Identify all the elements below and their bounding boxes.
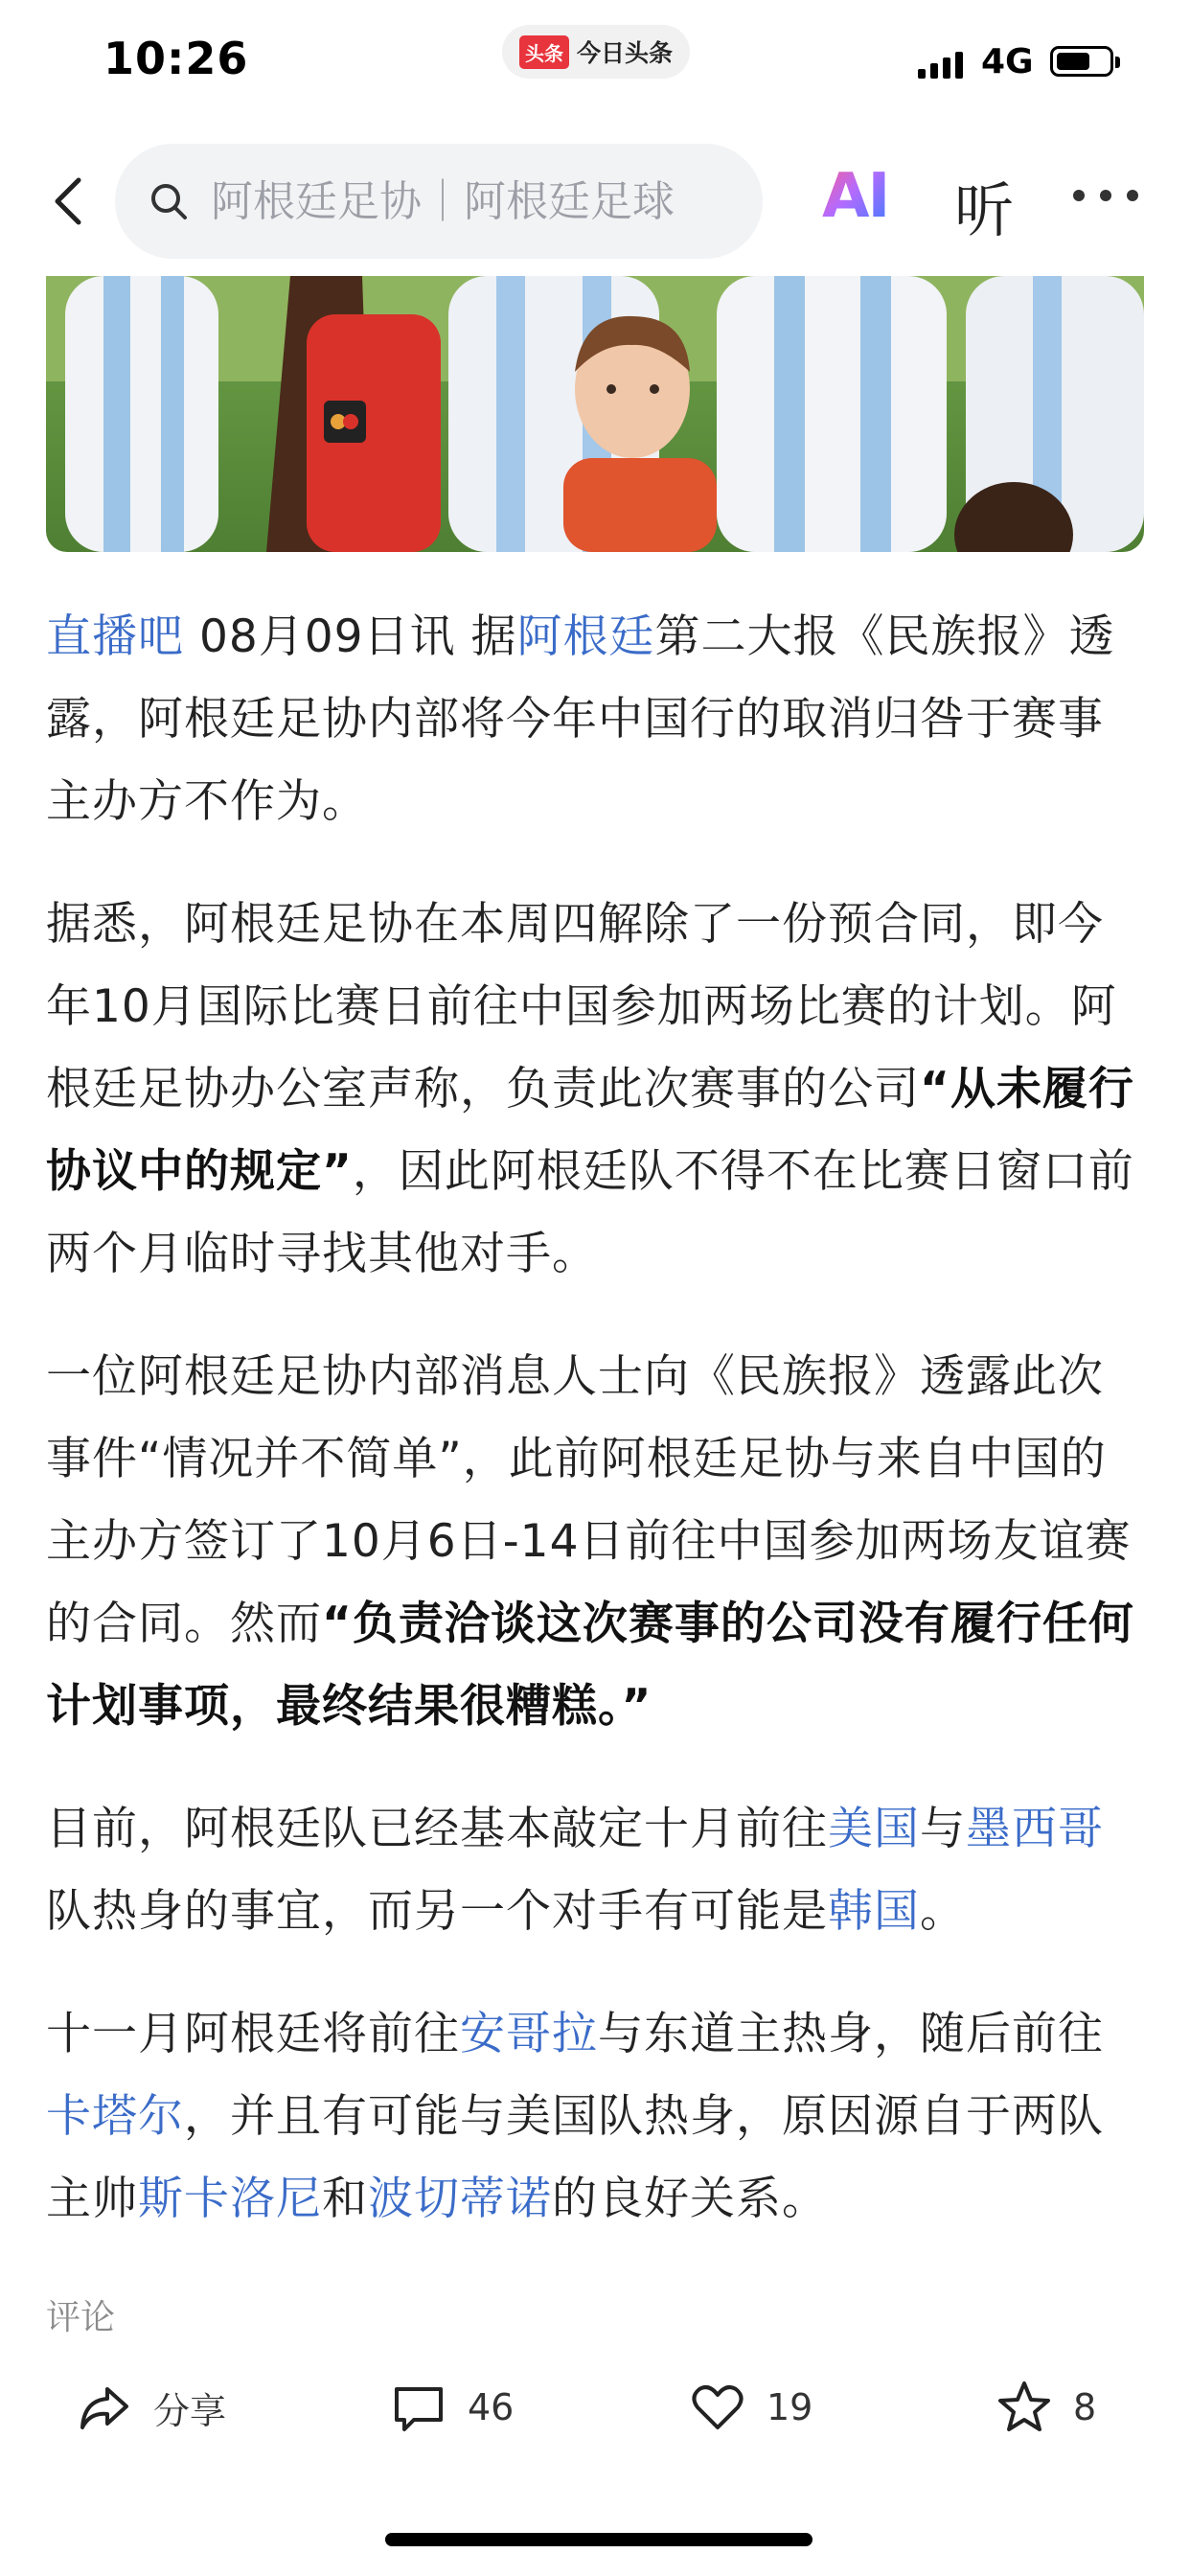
- search-bar[interactable]: [115, 144, 763, 259]
- status-time: 10:26: [103, 33, 249, 84]
- link-angola[interactable]: 安哥拉: [460, 2008, 598, 2060]
- text-segment: 的良好关系。: [552, 2173, 828, 2225]
- link-scaloni[interactable]: 斯卡洛尼: [138, 2173, 322, 2225]
- ai-button[interactable]: AI: [822, 161, 889, 232]
- battery-icon: [1050, 46, 1113, 77]
- article-paragraph-2: [46, 884, 1148, 1296]
- link-zhiboba[interactable]: 直播吧: [46, 610, 184, 663]
- toutiao-logo-icon: 头条: [519, 35, 569, 69]
- text-segment: 队热身的事宜，而另一个对手有可能是: [46, 1885, 828, 1938]
- listen-button[interactable]: 听: [954, 175, 1015, 245]
- share-icon: [77, 2380, 132, 2435]
- text-segment: 08月09日讯 据: [184, 610, 517, 663]
- link-argentina[interactable]: 阿根廷: [516, 610, 655, 663]
- favorite-count: 8: [1073, 2386, 1097, 2428]
- text-segment: 。: [920, 1885, 966, 1938]
- like-button[interactable]: [690, 2369, 812, 2446]
- star-icon: [996, 2380, 1052, 2435]
- link-mexico[interactable]: 墨西哥: [966, 1803, 1104, 1855]
- top-navigation: [0, 134, 1190, 268]
- comment-icon: [391, 2380, 446, 2435]
- comment-count: 46: [468, 2386, 515, 2428]
- article-photo[interactable]: [46, 276, 1144, 552]
- search-input[interactable]: [209, 176, 749, 227]
- signal-icon: [918, 50, 964, 79]
- text-segment: 和: [322, 2173, 368, 2225]
- text-segment: 十一月阿根廷将前往: [46, 2008, 460, 2060]
- text-segment: 与: [920, 1803, 966, 1855]
- text-segment: 与东道主热身，随后前往: [598, 2008, 1104, 2060]
- back-arrow-icon[interactable]: [42, 172, 100, 230]
- link-pochettino[interactable]: 波切蒂诺: [368, 2173, 552, 2225]
- article-body: [46, 596, 1148, 2281]
- text-segment: ，因此阿根廷队不得不在比赛日窗口前两个月临时寻找其他对手。: [46, 1145, 1134, 1280]
- article-paragraph-5: [46, 1993, 1148, 2241]
- text-segment: 据悉，阿根廷足协在本周四解除了一份预合同，即今年10月国际比赛日前往中国参加两场比赛的计划。阿根廷足协办公室声称，负责此次赛事的公司: [46, 898, 1117, 1116]
- bottom-action-bar: [0, 2369, 1190, 2446]
- article-paragraph-1: [46, 596, 1148, 843]
- link-korea[interactable]: 韩国: [828, 1885, 920, 1938]
- favorite-button[interactable]: [996, 2369, 1096, 2446]
- search-icon: [148, 180, 190, 222]
- share-label: 分享: [153, 2389, 227, 2432]
- more-options-icon[interactable]: [1073, 190, 1140, 205]
- status-bar: [0, 0, 1190, 125]
- like-count: 19: [767, 2386, 813, 2428]
- text-segment: 第二大报《民族报》透露，阿根廷足协内部将今年中国行的取消归咎于赛事主办方不作为。: [46, 610, 1115, 828]
- comments-section-label: 评论: [46, 2298, 116, 2337]
- share-button[interactable]: [77, 2369, 226, 2446]
- app-indicator-pill[interactable]: [502, 25, 690, 79]
- link-usa[interactable]: 美国: [828, 1803, 920, 1855]
- article-paragraph-4: [46, 1788, 1148, 1953]
- photo-illustration: [46, 276, 1144, 552]
- text-segment: 一位阿根廷足协内部消息人士向《民族报》透露此次事件“情况并不简单”，此前阿根廷足协与来自中国的主办方签订了10月6日-14日前往中国参加两场友谊赛的合同。然而: [46, 1350, 1132, 1650]
- link-qatar[interactable]: 卡塔尔: [46, 2090, 184, 2143]
- bold-quote: “负责洽谈这次赛事的公司没有履行任何计划事项，最终结果很糟糕。”: [46, 1598, 1134, 1733]
- network-type: 4G: [981, 42, 1034, 81]
- text-segment: ，并且有可能与美国队热身，原因源自于两队主帅: [46, 2090, 1104, 2225]
- article-paragraph-3: [46, 1336, 1148, 1748]
- bold-quote: “从未履行协议中的规定”: [46, 1063, 1134, 1198]
- home-indicator[interactable]: [385, 2533, 812, 2546]
- text-segment: 目前，阿根廷队已经基本敲定十月前往: [46, 1803, 828, 1855]
- comment-button[interactable]: [391, 2369, 514, 2446]
- heart-icon: [690, 2380, 745, 2435]
- app-name: 今日头条: [576, 39, 673, 67]
